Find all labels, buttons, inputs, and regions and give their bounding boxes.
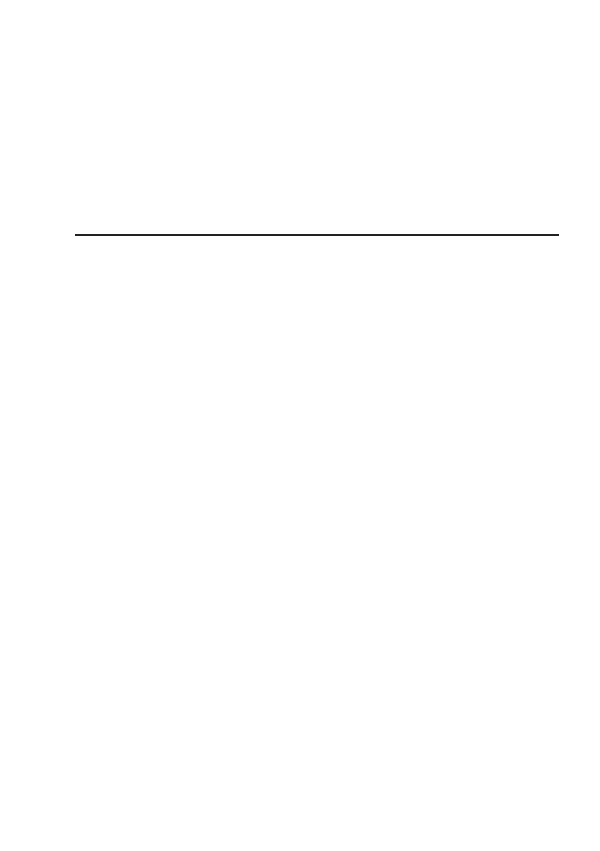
section-3-heading xyxy=(77,381,93,392)
clause-5-2 xyxy=(77,598,99,609)
section-5-heading xyxy=(77,556,93,567)
clause-5-1 xyxy=(77,580,99,591)
subsection-4-1-heading xyxy=(77,468,99,479)
section-2-heading xyxy=(77,335,93,346)
section-1-heading xyxy=(77,257,93,268)
section-4-heading xyxy=(77,445,93,456)
header-divider xyxy=(75,234,559,236)
subsection-4-2-heading xyxy=(77,502,99,513)
clause-5-3 xyxy=(77,634,99,645)
